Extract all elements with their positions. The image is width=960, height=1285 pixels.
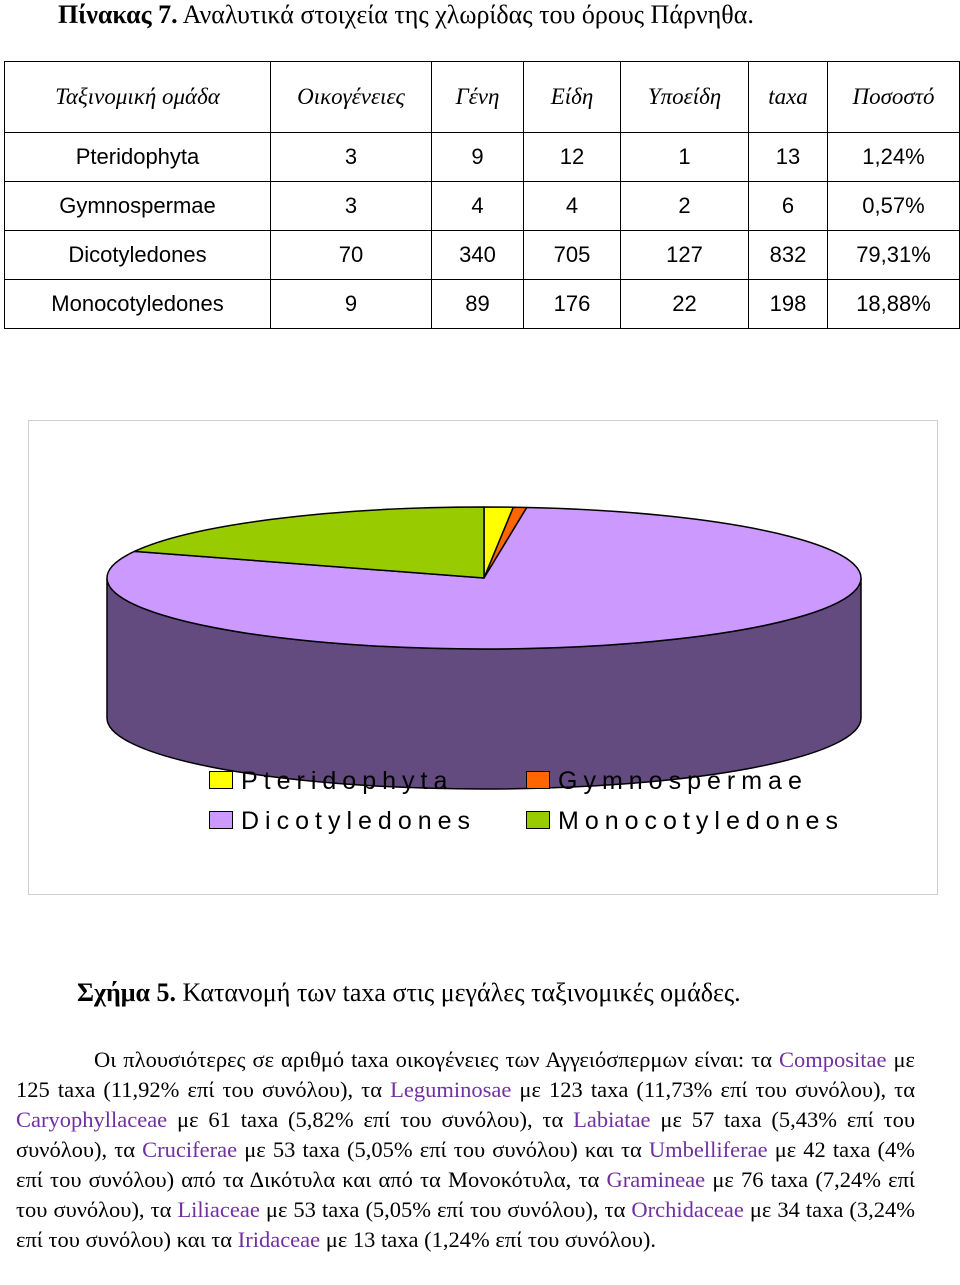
table-cell: 89 (432, 280, 524, 329)
family-name: Leguminosae (390, 1077, 512, 1102)
pie-chart-area (28, 420, 938, 895)
text-run: με 125 taxa (11,92% επί του συνόλου), τα (16, 1047, 915, 1102)
table-cell: 2 (621, 182, 749, 231)
table-cell: 9 (271, 280, 432, 329)
header-cell: taxa (749, 62, 828, 133)
text-run: Οι πλουσιότερες σε αριθμό taxa οικογένειες των Αγγειόσπερμων είναι: τα (94, 1047, 779, 1072)
flora-table (4, 61, 960, 329)
legend-label: Pteridophyta (241, 767, 454, 795)
text-run: με 123 taxa (11,73% επί του συνόλου), τα (511, 1077, 915, 1102)
table-cell: 6 (749, 182, 828, 231)
header-cell: Ταξινομική ομάδα (5, 62, 271, 133)
text-run: με 76 taxa (7,24% επί του συνόλου), τα (16, 1167, 915, 1222)
header-cell: Είδη (524, 62, 621, 133)
table-cell: 3 (271, 182, 432, 231)
table-cell: 4 (524, 182, 621, 231)
family-name: Orchidaceae (631, 1197, 744, 1222)
table-cell: 79,31% (828, 231, 960, 280)
table-header-row (5, 62, 960, 133)
text-run: με 13 taxa (1,24% επί του συνόλου). (320, 1227, 657, 1252)
legend-label: Monocotyledones (558, 807, 844, 835)
table-row (5, 133, 960, 182)
text-run: με 53 taxa (5,05% επί του συνόλου), τα (259, 1197, 632, 1222)
table-cell: 12 (524, 133, 621, 182)
table-row (5, 182, 960, 231)
text-run: με 57 taxa (5,43% επί του συνόλου), τα (16, 1107, 915, 1162)
family-name: Caryophyllaceae (16, 1107, 168, 1132)
figure-caption (77, 978, 741, 1008)
legend-swatch-dicotyledones (209, 811, 233, 829)
table-cell: 18,88% (828, 280, 960, 329)
family-name: Compositae (778, 1047, 887, 1072)
legend-swatch-gymnospermae (526, 771, 550, 789)
table-cell: 4 (432, 182, 524, 231)
table-cell: 70 (271, 231, 432, 280)
text-run: με 53 taxa (5,05% επί του συνόλου) και τα (237, 1137, 649, 1162)
header-cell: Γένη (432, 62, 524, 133)
table-cell: 198 (749, 280, 828, 329)
table-cell: 22 (621, 280, 749, 329)
table-cell: 705 (524, 231, 621, 280)
family-name: Umbelliferae (648, 1137, 768, 1162)
legend-label: Gymnospermae (558, 767, 808, 795)
body-paragraph (16, 1045, 915, 1255)
table-cell: Dicotyledones (5, 231, 271, 280)
table-row (5, 231, 960, 280)
family-name: Cruciferae (142, 1137, 238, 1162)
table-cell: 9 (432, 133, 524, 182)
table-cell: Pteridophyta (5, 133, 271, 182)
legend-item-pteridophyta (209, 767, 453, 796)
text-run: με 42 taxa (4% επί του συνόλου) από τα Δικότυλα και από τα Μονοκότυλα, τα (16, 1137, 915, 1192)
legend-swatch-pteridophyta (209, 771, 233, 789)
table-cell: 13 (749, 133, 828, 182)
pie-top-group (107, 507, 861, 649)
family-name: Gramineae (606, 1167, 706, 1192)
legend-swatch-monocotyledones (526, 811, 550, 829)
text-run: με 34 taxa (3,24% επί του συνόλου) και τα (16, 1197, 915, 1252)
legend-item-dicotyledones (209, 807, 476, 836)
legend-item-gymnospermae (526, 767, 808, 796)
table-cell: 832 (749, 231, 828, 280)
table-cell: 1,24% (828, 133, 960, 182)
family-name: Iridaceae (237, 1227, 321, 1252)
header-cell: Οικογένειες (271, 62, 432, 133)
family-name: Labiatae (573, 1107, 651, 1132)
table-cell: 1 (621, 133, 749, 182)
header-cell: Υποείδη (621, 62, 749, 133)
table-cell: 176 (524, 280, 621, 329)
legend-label: Dicotyledones (241, 807, 477, 835)
figure-caption-text: Κατανομή των taxa στις μεγάλες ταξινομικές ομάδες. (176, 978, 741, 1007)
table-caption-label: Πίνακας 7. (58, 0, 178, 29)
table-cell: 0,57% (828, 182, 960, 231)
text-run: με 61 taxa (5,82% επί του συνόλου), τα (167, 1107, 574, 1132)
table-row (5, 280, 960, 329)
legend-item-monocotyledones (526, 807, 844, 836)
table-cell: 127 (621, 231, 749, 280)
header-cell: Ποσοστό (828, 62, 960, 133)
table-caption (58, 0, 754, 30)
family-name: Liliaceae (177, 1197, 260, 1222)
figure-caption-label: Σχήμα 5. (77, 978, 177, 1007)
table-cell: Monocotyledones (5, 280, 271, 329)
table-caption-text: Αναλυτικά στοιχεία της χλωρίδας του όρους Πάρνηθα. (177, 0, 754, 29)
table-cell: Gymnospermae (5, 182, 271, 231)
table-cell: 340 (432, 231, 524, 280)
table-cell: 3 (271, 133, 432, 182)
